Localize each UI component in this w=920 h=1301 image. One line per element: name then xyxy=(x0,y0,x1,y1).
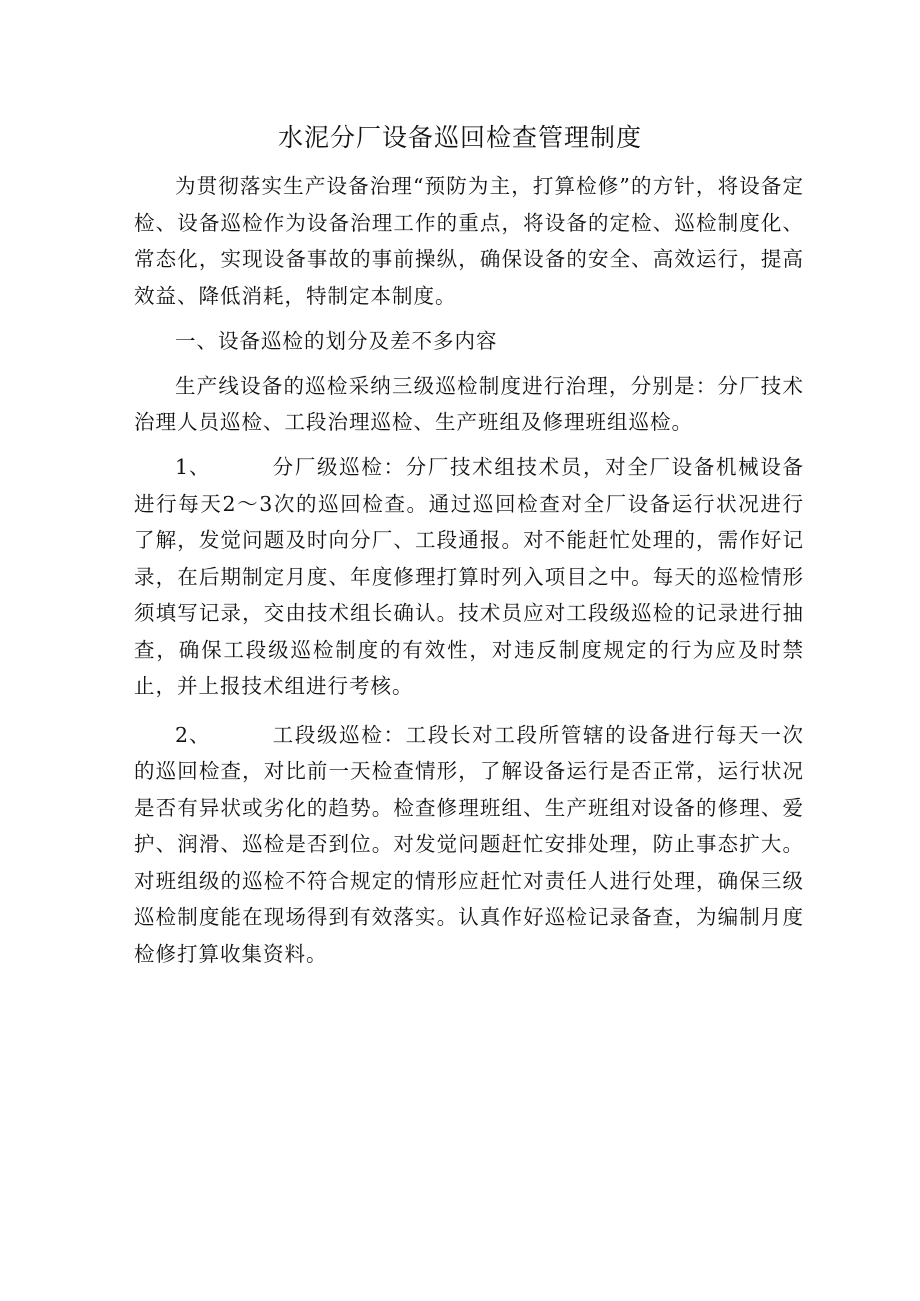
list-item-text: 工段级巡检：工段长对工段所管辖的设备进行每天一次的巡回检查，对比前一天检查情形，了解设备运行是否正常，运行状况是否有异状或劣化的趋势。检查修理班组、生产班组对设备的修理、爱护、润滑、巡检是否到位。对发觉问题赶忙安排处理，防止事态扩大。对班组级的巡检不符合规定的情形应赶忙对责任人进行处理，确保三级巡检制度能在现场得到有效落实。认真作好巡检记录备查，为编制月度检修打算收集资料。 xyxy=(134,722,804,966)
section-heading: 一、设备巡检的划分及差不多内容 xyxy=(175,328,498,353)
list-item xyxy=(134,717,804,973)
inspection-levels-paragraph: 生产线设备的巡检采纳三级巡检制度进行治理，分别是：分厂技术治理人员巡检、工段治理巡检、生产班组及修理班组巡检。 xyxy=(134,373,804,434)
list-item-number: 1、 xyxy=(175,455,211,479)
list-item-text: 分厂级巡检：分厂技术组技术员，对全厂设备机械设备进行每天2～3次的巡回检查。通过巡回检查对全厂设备运行状况进行了解，发觉问题及时向分厂、工段通报。对不能赶忙处理的，需作好记录，在后期制定月度、年度修理打算时列入项目之中。每天的巡检情形须填写记录，交由技术组长确认。技术员应对工段级巡检的记录进行抽查，确保工段级巡检制度的有效性，对违反制度规定的行为应及时禁止，并上报技术组进行考核。 xyxy=(134,455,804,698)
document-body xyxy=(134,168,804,984)
list-item xyxy=(134,449,804,705)
document-title: 水泥分厂设备巡回检查管理制度 xyxy=(277,123,642,152)
list-item-number: 2、 xyxy=(175,722,211,747)
intro-paragraph: 为贯彻落实生产设备治理“预防为主，打算检修”的方针，将设备定检、设备巡检作为设备治理工作的重点，将设备的定检、巡检制度化、常态化，实现设备事故的事前操纵，确保设备的安全、高效运行，提高效益、降低消耗，特制定本制度。 xyxy=(134,174,804,308)
